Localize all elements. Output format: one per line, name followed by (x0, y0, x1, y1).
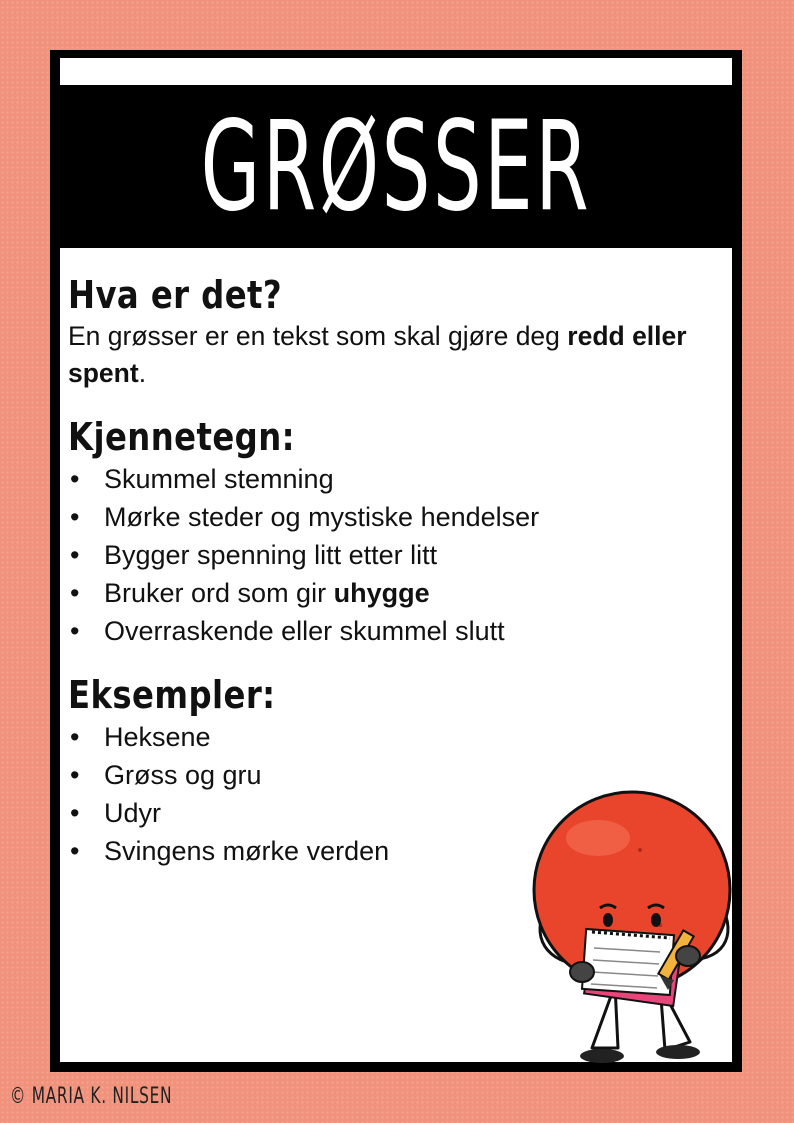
list-item (68, 612, 712, 650)
list-item-text: Skummel stemning (104, 464, 334, 494)
list-item (68, 536, 712, 574)
definition-text-bold: redd eller spent (68, 321, 687, 388)
definition-text-start: En grøsser er en tekst som skal gjøre deg (68, 321, 568, 351)
bullet-icon: • (70, 798, 80, 828)
characteristics-list (68, 460, 712, 650)
list-item-text: Udyr (104, 798, 162, 828)
bullet-icon: • (70, 836, 80, 866)
bullet-icon: • (70, 502, 80, 532)
heading-definition: Hva er det? (68, 273, 283, 317)
bullet-icon: • (70, 760, 80, 790)
list-item-text: Heksene (104, 722, 211, 752)
bullet-icon: • (70, 540, 80, 570)
bullet-icon: • (70, 578, 80, 608)
list-item (68, 574, 712, 612)
title-band (60, 85, 732, 248)
poster-title: GRØSSER (200, 94, 592, 239)
list-item-text: Bygger spenning litt etter litt (104, 540, 438, 570)
list-item (68, 718, 712, 756)
bullet-icon: • (70, 616, 80, 646)
list-item-text: Bruker ord som gir (104, 578, 334, 608)
heading-examples: Eksempler: (68, 673, 276, 717)
bullet-icon: • (70, 722, 80, 752)
list-item-text: Overraskende eller skummel slutt (104, 616, 505, 646)
list-item (68, 498, 712, 536)
definition-text-end: . (138, 358, 147, 388)
list-item-text: Grøss og gru (104, 760, 262, 790)
section-definition (68, 273, 712, 392)
list-item-text: Mørke steder og mystiske hendelser (104, 502, 540, 532)
bullet-icon: • (70, 464, 80, 494)
section-characteristics (68, 415, 712, 650)
list-item-bold: uhygge (333, 578, 430, 608)
list-item-text: Svingens mørke verden (104, 836, 390, 866)
definition-text (68, 318, 712, 392)
heading-characteristics: Kjennetegn: (68, 415, 295, 459)
copyright-notice: © MARIA K. NILSEN (10, 1084, 173, 1109)
mascot-illustration (520, 780, 750, 1080)
list-item (68, 460, 712, 498)
